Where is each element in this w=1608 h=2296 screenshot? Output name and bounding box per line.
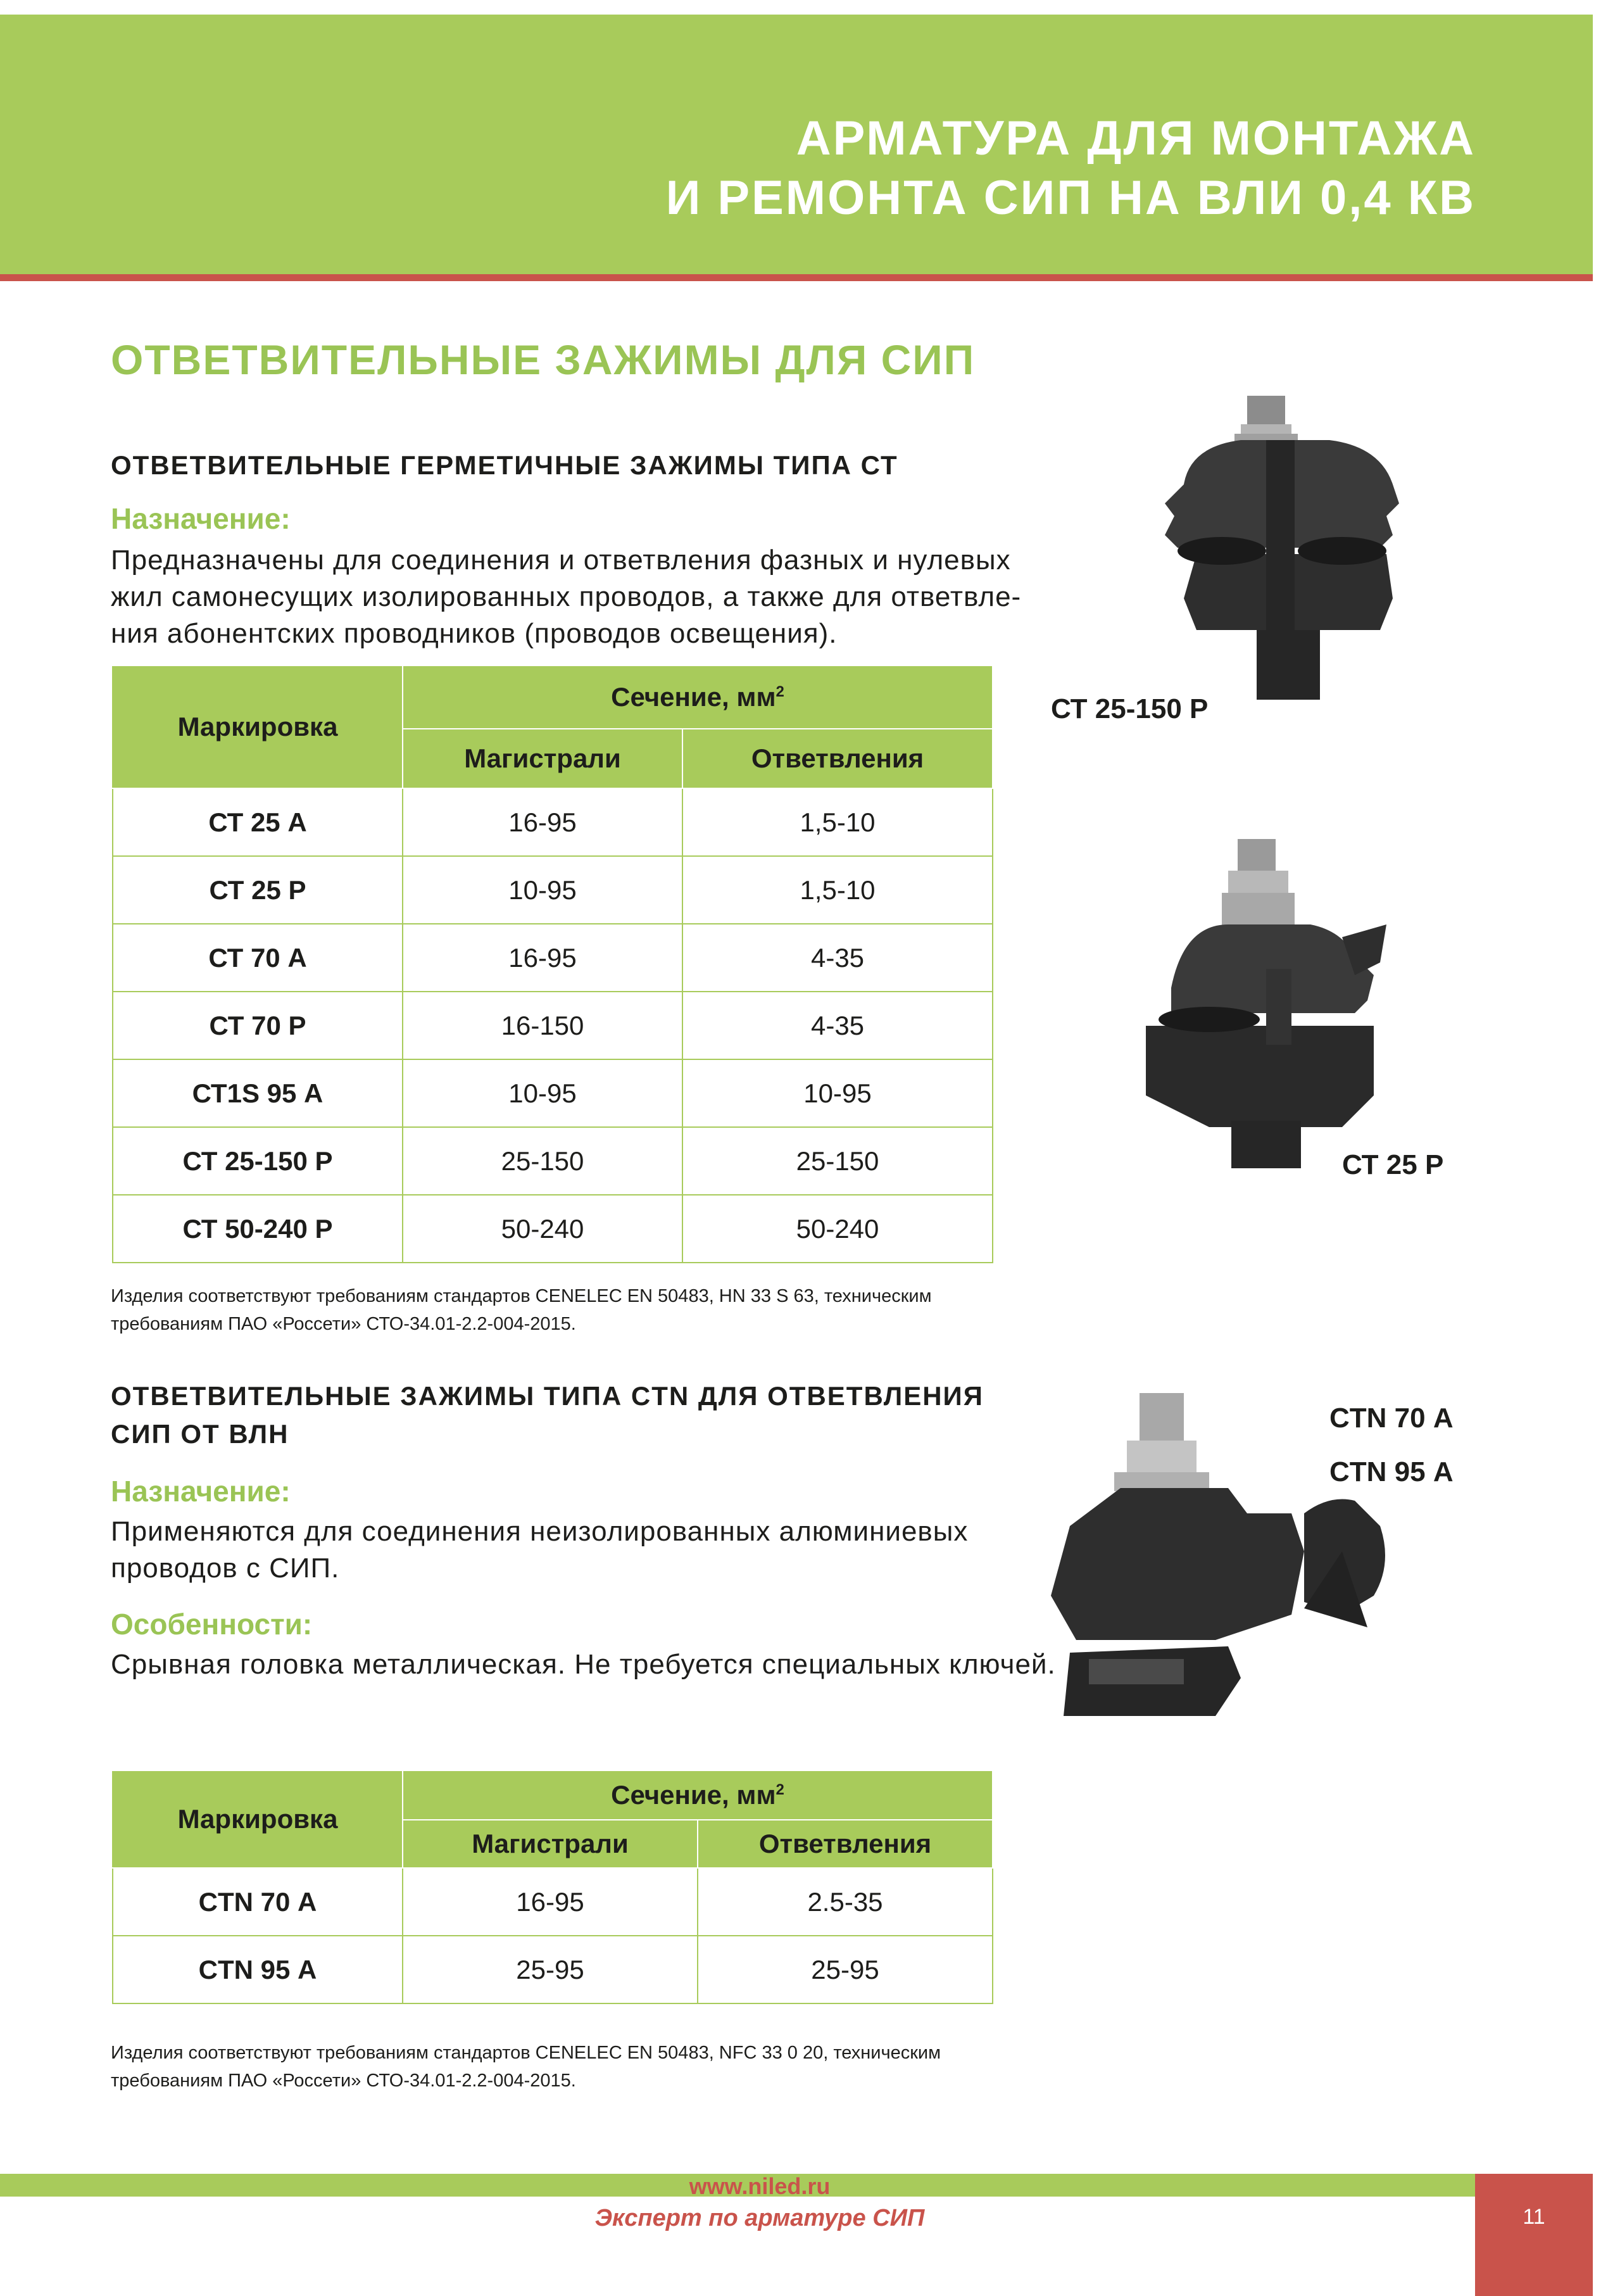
- col-header-mark: Маркировка: [113, 665, 403, 788]
- page-number: 11: [1523, 2205, 1545, 2229]
- block2-purpose-text: [111, 1513, 968, 1587]
- block1-footnote-line2: требованиям ПАО «Россети» СТО-34.01-2.2-004-2015.: [111, 1314, 576, 1334]
- block1-purpose-text: [111, 542, 1021, 652]
- photo-label-ct25p: СТ 25 Р: [1342, 1149, 1444, 1180]
- block2-features-label: Особенности:: [111, 1608, 313, 1641]
- cell-branch: 25-150: [682, 1127, 993, 1195]
- block1-purpose-line1: Предназначены для соединения и ответвления фазных и нулевых: [111, 545, 1011, 576]
- col-header-mark: Маркировка: [113, 1770, 403, 1868]
- page-number-box: [1475, 2174, 1593, 2296]
- cell-mark: CTN 70 А: [113, 1868, 403, 1936]
- table-row: [113, 1059, 993, 1127]
- ct-spec-table: [112, 665, 993, 1263]
- cell-branch: 25-95: [698, 1936, 993, 2003]
- block2-footnote-line2: требованиям ПАО «Россети» СТО-34.01-2.2-004-2015.: [111, 2071, 576, 2091]
- cell-main: 16-95: [403, 1868, 698, 1936]
- block1-footnote: [111, 1282, 932, 1338]
- block1-purpose-line3: ния абонентских проводников (проводов освещения).: [111, 618, 838, 649]
- clamp-ct25p-image: [1133, 829, 1424, 1178]
- cell-mark: СТ 25-150 Р: [113, 1127, 403, 1195]
- col-header-branch: Ответвления: [698, 1820, 993, 1868]
- cell-branch: 1,5-10: [682, 788, 993, 856]
- cell-branch: 4-35: [682, 992, 993, 1059]
- cell-mark: СТ 25 Р: [113, 856, 403, 924]
- col-header-section: [403, 1770, 993, 1820]
- cell-main: 16-150: [403, 992, 682, 1059]
- photo-label-ct25-150: СТ 25-150 Р: [1051, 693, 1209, 724]
- section-title: ОТВЕТВИТЕЛЬНЫЕ ЗАЖИМЫ ДЛЯ СИП: [111, 336, 976, 383]
- cell-main: 10-95: [403, 856, 682, 924]
- footer-slogan: Эксперт по арматуре СИП: [594, 2205, 925, 2231]
- cell-mark: СТ 25 А: [113, 788, 403, 856]
- cell-mark: СТ 70 А: [113, 924, 403, 992]
- cell-main: 50-240: [403, 1195, 682, 1263]
- cell-branch: 1,5-10: [682, 856, 993, 924]
- cell-branch: 2.5-35: [698, 1868, 993, 1936]
- block1-purpose-line2: жил самонесущих изолированных проводов, а также для ответвле-: [111, 581, 1022, 612]
- clamp-ct25-150-image: [1140, 389, 1431, 725]
- clamp-ctn-image: [1038, 1387, 1418, 1729]
- cell-main: 25-95: [403, 1936, 698, 2003]
- cell-main: 25-150: [403, 1127, 682, 1195]
- col-header-section: [403, 665, 993, 729]
- cell-main: 10-95: [403, 1059, 682, 1127]
- col-header-main: Магистрали: [403, 1820, 698, 1868]
- cell-mark: CTN 95 А: [113, 1936, 403, 2003]
- block1-title: ОТВЕТВИТЕЛЬНЫЕ ГЕРМЕТИЧНЫЕ ЗАЖИМЫ ТИПА СТ: [111, 450, 898, 480]
- block2-title-line2: СИП ОТ ВЛН: [111, 1419, 289, 1449]
- block2-footnote-line1: Изделия соответствуют требованиям стандартов CENELEC EN 50483, NFC 33 0 20, техническим: [111, 2043, 941, 2063]
- table-row: [113, 788, 993, 856]
- page-title-line1: АРМАТУРА ДЛЯ МОНТАЖА: [796, 111, 1476, 165]
- cell-main: 16-95: [403, 924, 682, 992]
- block2-features-text: Срывная головка металлическая. Не требуется специальных ключей.: [111, 1649, 1056, 1680]
- block1-footnote-line1: Изделия соответствуют требованиям стандартов CENELEC EN 50483, HN 33 S 63, техническим: [111, 1286, 932, 1306]
- cell-branch: 4-35: [682, 924, 993, 992]
- ctn-spec-table: [112, 1770, 993, 2004]
- photo-label-ctn70: CTN 70 А: [1329, 1403, 1454, 1434]
- cell-mark: СТ1S 95 А: [113, 1059, 403, 1127]
- col-header-main: Магистрали: [403, 729, 682, 788]
- cell-branch: 50-240: [682, 1195, 993, 1263]
- table-row: [113, 1195, 993, 1263]
- block2-title-line1: ОТВЕТВИТЕЛЬНЫЕ ЗАЖИМЫ ТИПА CTN ДЛЯ ОТВЕТВЛЕНИЯ: [111, 1381, 984, 1411]
- col-header-section-text: Сечение, мм: [611, 1780, 776, 1810]
- block2-footnote: [111, 2039, 941, 2095]
- cell-mark: СТ 70 Р: [113, 992, 403, 1059]
- col-header-section-sup: 2: [776, 1781, 784, 1798]
- table-row: [113, 1127, 993, 1195]
- table-row: [113, 1868, 993, 1936]
- page-title: [463, 109, 1476, 228]
- block2-purpose-label: Назначение:: [111, 1475, 291, 1508]
- col-header-branch: Ответвления: [682, 729, 993, 788]
- table-row: [113, 924, 993, 992]
- photo-label-ctn95: CTN 95 А: [1329, 1456, 1454, 1487]
- col-header-section-text: Сечение, мм: [611, 682, 776, 712]
- table-row: [113, 856, 993, 924]
- block2-title: [111, 1377, 984, 1453]
- block2-purpose-line2: проводов с СИП.: [111, 1553, 340, 1584]
- cell-mark: СТ 50-240 Р: [113, 1195, 403, 1263]
- table-row: [113, 992, 993, 1059]
- table-row: [113, 1936, 993, 2003]
- col-header-section-sup: 2: [776, 683, 784, 700]
- block2-purpose-line1: Применяются для соединения неизолированных алюминиевых: [111, 1516, 969, 1547]
- page-title-line2: И РЕМОНТА СИП НА ВЛИ 0,4 КВ: [665, 171, 1476, 225]
- cell-branch: 10-95: [682, 1059, 993, 1127]
- cell-main: 16-95: [403, 788, 682, 856]
- footer-url-link[interactable]: www.niled.ru: [689, 2173, 831, 2199]
- block1-purpose-label: Назначение:: [111, 502, 291, 535]
